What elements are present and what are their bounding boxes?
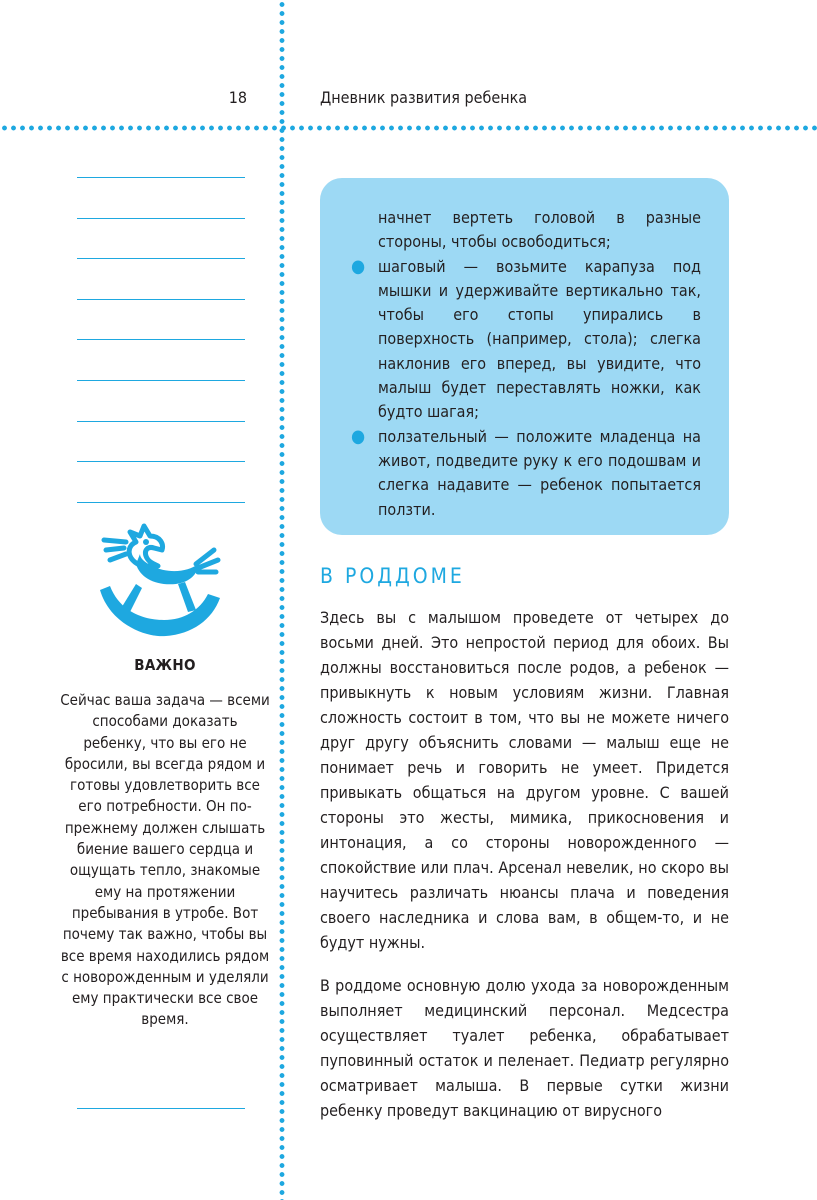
horizontal-dotted-divider xyxy=(0,125,817,131)
bullet-icon: ● xyxy=(351,255,366,277)
note-line xyxy=(77,218,245,219)
info-box-text xyxy=(351,206,701,522)
note-line xyxy=(77,380,245,381)
sidebar-note: Сейчас ваша задача — всеми способами доказать ребенку, что вы его не бросили, вы всегда рядом и готовы удовлетворить все его потребности. Он по-прежнему должен слышать биение вашего сердца и ощущать тепло, знакомые ему на протяжении пребывания в утробе. Вот почему так важно, чтобы вы все время находились рядом с новорожденным и уделяли ему практически все свое время. xyxy=(60,691,270,1029)
bullet-icon: ● xyxy=(351,425,366,447)
note-line xyxy=(77,339,245,340)
note-line xyxy=(77,421,245,422)
paragraph: В роддоме основную долю ухода за новорожденным выполняет медицинский персонал. Медсестра осуществляет туалет ребенка, обрабатывает пуповинный остаток и пеленает. Педиатр регулярно осматривает малыша. В первые сутки жизни ребенку проведут вакцинацию от вирусного xyxy=(320,976,729,1120)
note-line xyxy=(77,299,245,300)
paragraph: Здесь вы с малышом проведете от четырех до восьми дней. Это непростой период для обоих. Вы должны восстановиться после родов, а ребенок — привыкнуть к новым условиям жизни. Главная сложность состоит в том, что вы не можете ничего друг другу объяснить словами — малыш еще не понимает речь и говорить не умеет. Придется привыкать общаться на другом уровне. С вашей стороны это жесты, мимика, прикосновения и интонация, а со стороны новорожденного — спокойствие или плач. Арсенал невелик, но скоро вы научитесь различать нюансы плача и поведения своего наследника и слова вам, в общем-то, и не будут нужны. xyxy=(320,608,729,952)
section-title: В РОДДОМЕ xyxy=(320,564,465,588)
note-line xyxy=(77,502,245,503)
running-title: Дневник развития ребенка xyxy=(320,88,528,107)
list-item xyxy=(351,255,701,425)
note-line xyxy=(77,177,245,178)
vertical-dotted-divider xyxy=(279,0,285,1200)
list-item-text: шаговый — возьмите карапуза под мышки и удерживайте вертикально так, чтобы его стопы упирались в поверхность (например, стола); слегка наклонив его вперед, вы увидите, что малыш будет переставлять ножки, как будто шагая; xyxy=(378,256,701,422)
list-item-text: ползательный — положите младенца на живот, подведите руку к его подошвам и слегка надавите — ребенок попытается ползти. xyxy=(378,426,701,519)
info-box-continuation: начнет вертеть головой в разные стороны, чтобы освободиться; xyxy=(378,208,701,252)
page-number: 18 xyxy=(228,88,247,107)
rocking-horse-icon xyxy=(96,520,222,644)
body-text xyxy=(320,605,729,1123)
note-line xyxy=(77,1108,245,1109)
important-label: ВАЖНО xyxy=(134,656,196,674)
note-line xyxy=(77,258,245,259)
list-item xyxy=(351,425,701,522)
note-line xyxy=(77,461,245,462)
